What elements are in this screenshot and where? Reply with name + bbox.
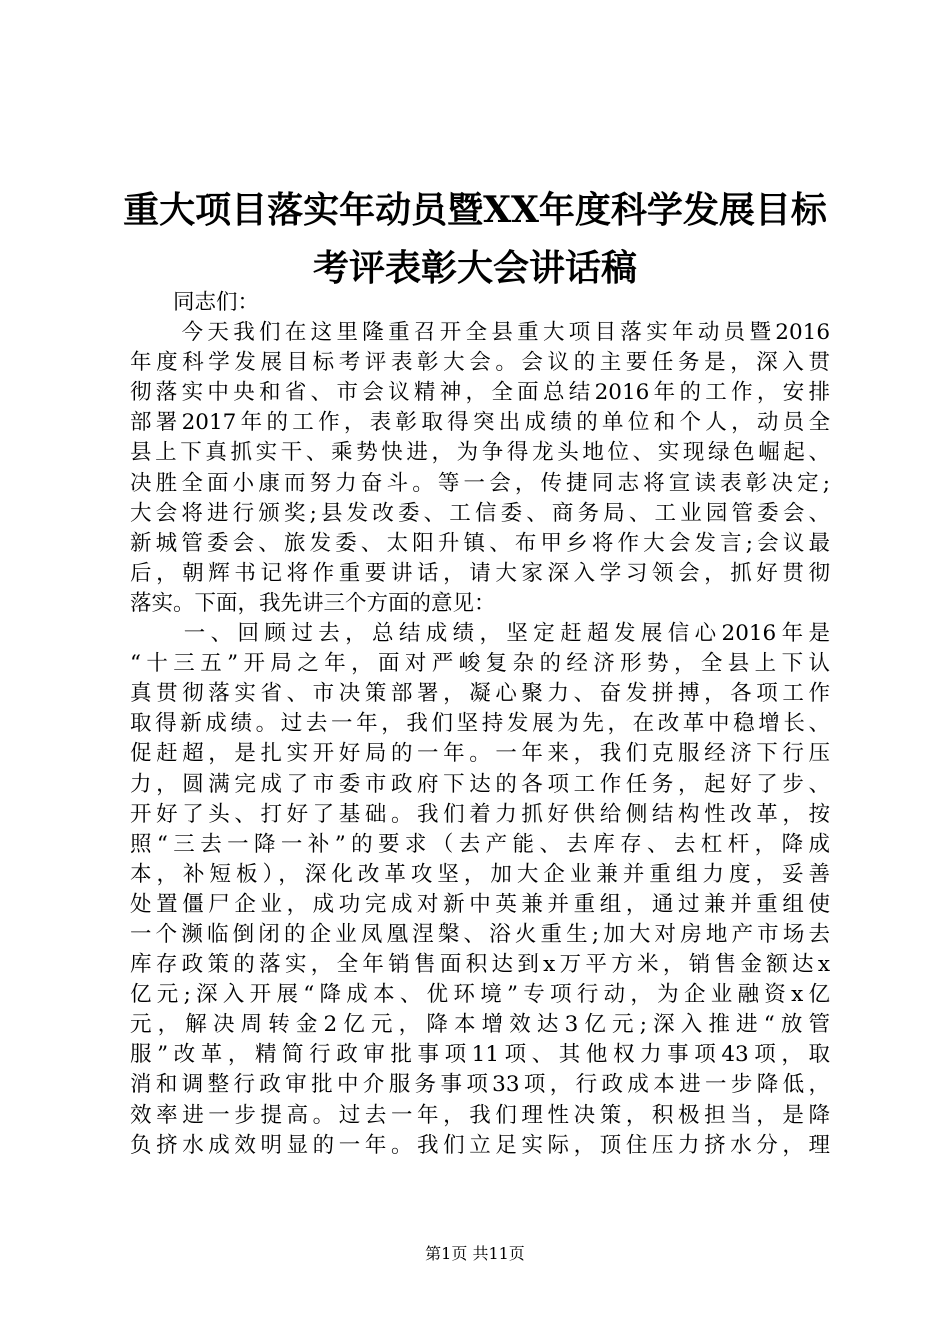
- body-text-line: 一、回顾过去，总结成绩，坚定赶超发展信心2016年是: [130, 621, 830, 647]
- body-text-line: 亿元;深入开展“降成本、优环境”专项行动，为企业融资x亿: [130, 982, 830, 1008]
- body-text-line: 促赶超，是扎实开好局的一年。一年来，我们克服经济下行压: [130, 741, 830, 767]
- body-text-line: 大会将进行颁奖;县发改委、工信委、商务局、工业园管委会、: [130, 500, 830, 526]
- body-text-line: 彻落实中央和省、市会议精神，全面总结2016年的工作，安排: [130, 380, 830, 406]
- body-text-line: 今天我们在这里隆重召开全县重大项目落实年动员暨2016: [130, 320, 830, 346]
- page-number-footer: 第1页 共11页: [425, 1244, 525, 1263]
- body-text-line: 负挤水成效明显的一年。我们立足实际，顶住压力挤水分，理: [130, 1132, 830, 1158]
- body-text-line: 年度科学发展目标考评表彰大会。会议的主要任务是，深入贯: [130, 350, 830, 376]
- body-text-line: 后，朝辉书记将作重要讲话，请大家深入学习领会，抓好贯彻: [130, 560, 830, 586]
- body-text-line: 县上下真抓实干、乘势快进，为争得龙头地位、实现绿色崛起、: [130, 440, 830, 466]
- body-text-line: 力，圆满完成了市委市政府下达的各项工作任务，起好了步、: [130, 771, 830, 797]
- body-text-line: 取得新成绩。过去一年，我们坚持发展为先，在改革中稳增长、: [130, 711, 830, 737]
- document-body: [130, 288, 830, 1161]
- body-text-line: 部署2017年的工作，表彰取得突出成绩的单位和个人，动员全: [130, 410, 830, 436]
- document-title-line-2: 考评表彰大会讲话稿: [312, 247, 637, 289]
- body-text-line: 消和调整行政审批中介服务事项33项，行政成本进一步降低，: [130, 1072, 830, 1098]
- body-text-line: 一个濒临倒闭的企业凤凰涅槃、浴火重生;加大对房地产市场去: [130, 921, 830, 947]
- body-text-line: 照“三去一降一补”的要求（去产能、去库存、去杠杆，降成: [130, 831, 830, 857]
- body-text-line: 库存政策的落实，全年销售面积达到x万平方米，销售金额达x: [130, 952, 830, 978]
- body-text-line: 新城管委会、旅发委、太阳升镇、布甲乡将作大会发言;会议最: [130, 530, 830, 556]
- body-text-line: “十三五”开局之年，面对严峻复杂的经济形势，全县上下认: [130, 651, 830, 677]
- body-text-line: 落实。下面，我先讲三个方面的意见：: [130, 590, 496, 616]
- body-text-line: 同志们：: [130, 290, 260, 315]
- body-text-line: 处置僵尸企业，成功完成对新中英兼并重组，通过兼并重组使: [130, 891, 830, 917]
- document-title-line-1: 重大项目落实年动员暨XX年度科学发展目标: [123, 189, 827, 231]
- body-text-line: 开好了头、打好了基础。我们着力抓好供给侧结构性改革，按: [130, 801, 830, 827]
- body-text-line: 决胜全面小康而努力奋斗。等一会，传捷同志将宣读表彰决定;: [130, 470, 830, 496]
- body-text-line: 真贯彻落实省、市决策部署，凝心聚力、奋发拼搏，各项工作: [130, 681, 830, 707]
- body-text-line: 效率进一步提高。过去一年，我们理性决策，积极担当，是降: [130, 1102, 830, 1128]
- body-text-line: 服”改革，精简行政审批事项11项、其他权力事项43项，取: [130, 1042, 830, 1068]
- body-text-line: 本，补短板），深化改革攻坚，加大企业兼并重组力度，妥善: [130, 861, 830, 887]
- body-text-line: 元，解决周转金2亿元，降本增效达3亿元;深入推进“放管: [130, 1012, 830, 1038]
